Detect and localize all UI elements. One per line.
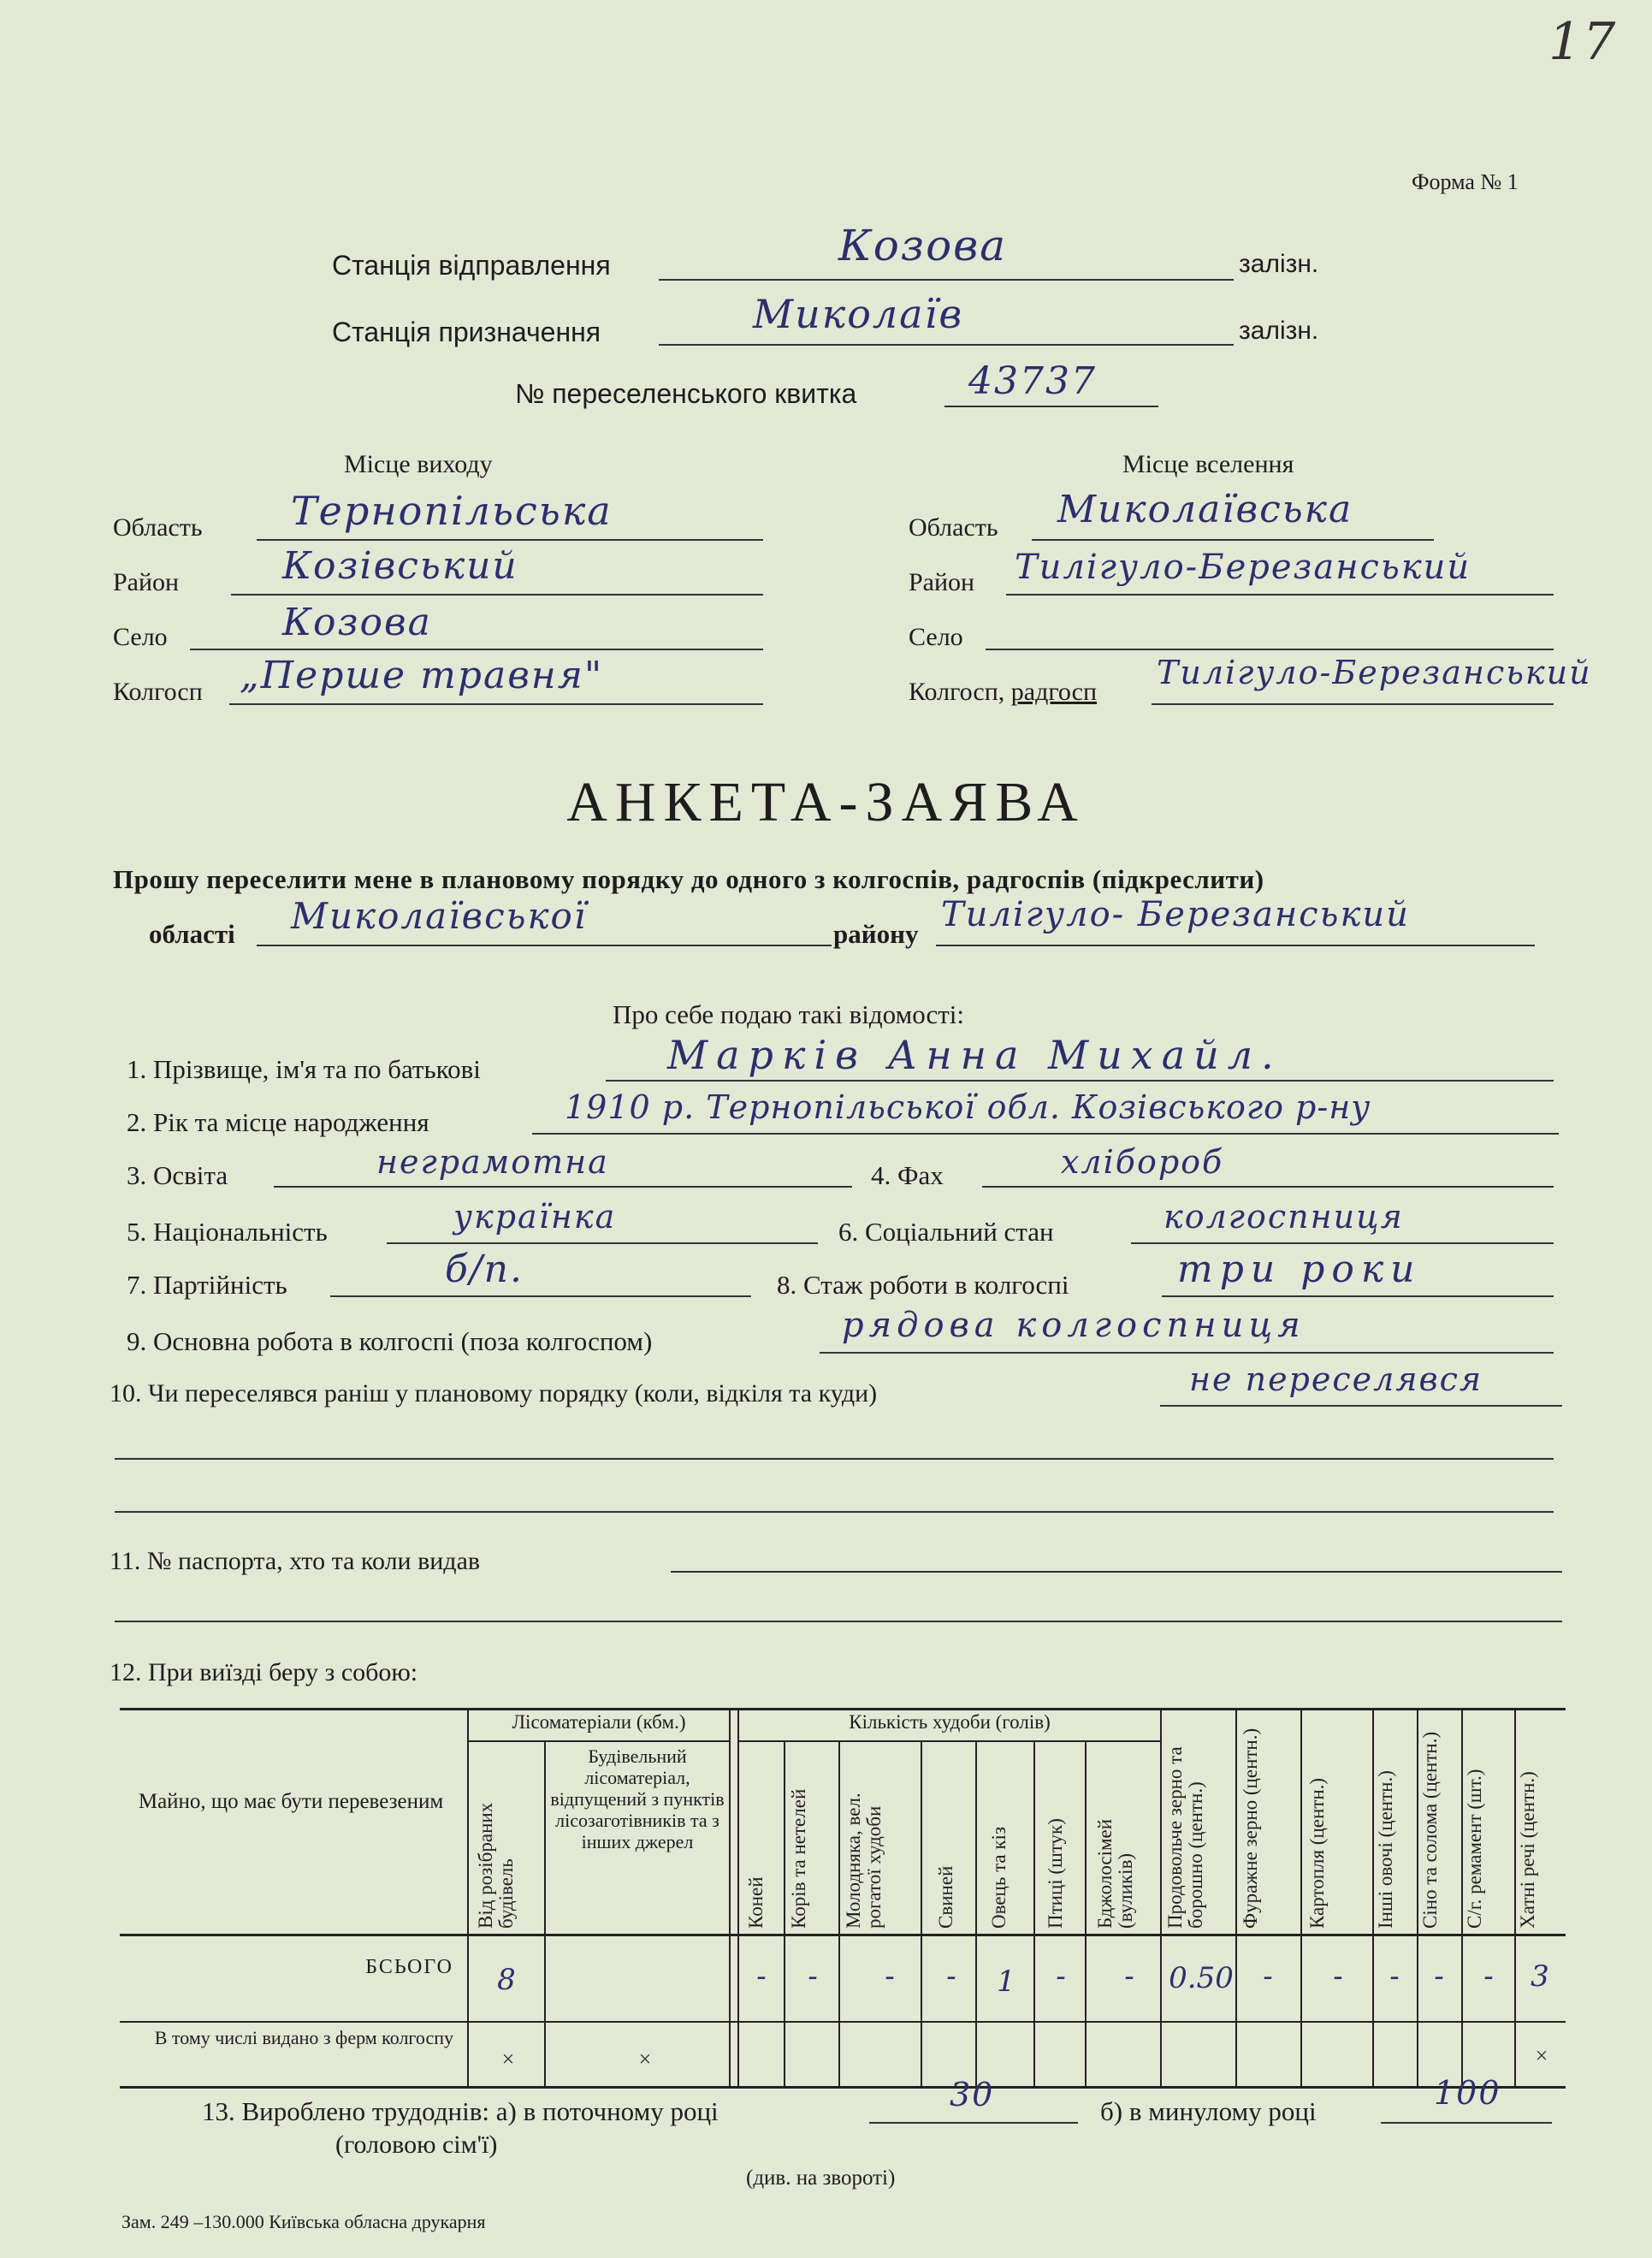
ticket-label: № переселенського квитка [515,378,857,409]
col-header-bees: Бджолосімей (вуликів) [1094,1818,1136,1929]
field-10-value: не переселявся [1189,1360,1483,1398]
departure-suffix: залізн. [1239,250,1319,278]
col-rule [1160,1708,1162,2086]
field-10-extra-line-1 [115,1458,1554,1460]
total-cell: - [1389,1959,1400,1994]
col-header-grain: Продовольче зерно та борошно (центн.) [1164,1746,1206,1929]
field-3-line [274,1186,852,1188]
field-13-sub: (головою сім'ї) [335,2131,498,2159]
total-cell: - [1483,1959,1494,1994]
origin-raion-line [231,594,763,596]
group-header-lumber: Лісоматеріали (кбм.) [512,1711,686,1733]
origin-oblast-line [257,539,763,541]
total-cell: - [1124,1959,1134,1994]
row-label-total: БСЬОГО [365,1956,453,1978]
origin-oblast-label: Область [113,513,203,542]
total-cell: - [1333,1959,1343,1994]
departure-label: Станція відправлення [332,250,611,281]
col-header-birds: Птиці (штук) [1045,1818,1066,1929]
field-5-line [387,1242,818,1244]
total-cell: - [1263,1959,1273,1994]
col-rule [737,1708,739,2086]
table-total-rule [120,2021,1566,2023]
reverse-note: (див. на звороті) [746,2166,896,2190]
destination-raion-line [1006,594,1554,596]
total-cell: 8 [497,1963,516,1997]
col-rule [921,1740,922,2086]
info-intro: Про себе подаю такі відомості: [613,999,965,1029]
destination-selo-line [986,649,1554,650]
field-4-line [982,1186,1554,1188]
total-cell: - [1434,1959,1444,1994]
destination-station-line [659,344,1234,346]
origin-kolgosp-value: „Перше травня" [240,654,604,697]
col-header-sheep: Овець та кіз [988,1826,1010,1929]
field-7-value: б/п. [445,1248,524,1291]
field-2-label: 2. Рік та місце народження [127,1107,429,1137]
request-oblast-label: області [149,919,235,949]
field-7-label: 7. Партійність [127,1270,287,1300]
lumber-group-rule [467,1740,729,1742]
ticket-line [944,406,1158,407]
field-4-value: хлібороб [1061,1143,1224,1181]
request-raion-line [936,945,1535,946]
page-number: 17 [1548,12,1618,72]
total-cell: 0.50 [1169,1961,1234,1995]
farm-cell-mark: × [501,2047,515,2071]
field-13-current-line [869,2122,1078,2124]
destination-raion-label: Район [909,568,975,596]
field-8-value: три роки [1177,1248,1422,1291]
field-12-label: 12. При виїзді беру з собою: [110,1658,418,1686]
destination-selo-label: Село [909,623,963,651]
field-9-label: 9. Основна робота в колгоспі (поза колгоспом) [127,1326,653,1356]
field-5-value: українка [453,1198,617,1236]
request-oblast-value: Миколаївської [291,895,588,937]
total-cell: - [885,1959,895,1994]
field-6-label: 6. Соціальний стан [838,1217,1054,1247]
request-oblast-line [257,945,832,946]
field-2-value: 1910 р. Тернопільської обл. Козівського р-ну [565,1088,1371,1126]
col-rule [1514,1708,1516,2086]
field-10-extra-line-2 [115,1511,1554,1513]
col-rule [1033,1740,1035,2086]
origin-heading: Місце виходу [344,450,493,478]
origin-raion-value: Козівський [282,544,518,588]
field-3-value: неграмотна [376,1143,609,1181]
col-header-horses: Коней [745,1876,767,1929]
total-cell: - [1056,1959,1066,1994]
radgosp-underlined: радгосп [1010,678,1098,706]
field-1-label: 1. Прізвище, ім'я та по батькові [127,1054,481,1084]
total-cell: - [756,1959,767,1994]
destination-raion-value: Тилігуло-Березанський [1015,548,1471,587]
origin-raion-label: Район [113,568,180,596]
departure-value: Козова [838,221,1008,270]
departure-line [659,279,1234,281]
destination-oblast-value: Миколаївська [1057,488,1353,531]
col-header-cows: Корів та нетелей [788,1788,809,1929]
field-11-line [671,1571,1562,1573]
field-4-label: 4. Фах [871,1160,944,1190]
col-header-potato: Картопля (центн.) [1306,1777,1328,1929]
col-header-tools: С/г. ремамент (шт.) [1464,1769,1485,1929]
total-cell: 3 [1531,1959,1549,1994]
table-bottom-rule [120,2086,1566,2089]
col-rule [729,1708,731,2086]
field-6-line [1131,1242,1554,1244]
total-cell: 1 [997,1965,1015,1999]
destination-oblast-line [1032,539,1434,541]
origin-selo-line [190,649,763,650]
field-9-line [820,1352,1554,1354]
field-1-line [606,1080,1554,1082]
field-8-line [1162,1295,1554,1297]
field-13-current: 30 [950,2076,995,2113]
field-13-previous-line [1381,2122,1552,2124]
ticket-value: 43737 [968,359,1097,403]
col-rule [1235,1708,1237,2086]
field-5-label: 5. Національність [127,1217,328,1247]
destination-station-value: Миколаїв [753,291,964,337]
origin-selo-label: Село [113,623,168,651]
col-header-hay: Сіно та солома (центн.) [1419,1731,1441,1929]
col-rule [467,1708,469,2086]
col-rule [544,1740,546,2086]
form-label: Форма № 1 [1412,169,1519,194]
field-10-line [1160,1405,1562,1407]
farm-cell-mark: × [1535,2043,1548,2068]
field-13-label: 13. Вироблено трудоднів: а) в поточному році [202,2096,719,2126]
request-raion-value: Тилігуло- Березанський [941,895,1410,934]
table-header-rule [120,1934,1566,1936]
col-rule [1085,1740,1087,2086]
col-header-pigs: Свиней [935,1865,956,1929]
destination-kolgosp-value: Тилігуло-Березанський [1157,654,1592,691]
field-8-label: 8. Стаж роботи в колгоспі [777,1270,1069,1300]
request-raion-label: району [833,919,919,949]
col-header-building: Будівельний лісоматеріал, відпущений з пунктів лісозаготівників та з інших джерел [550,1745,725,1852]
destination-kolgosp-label [909,678,1097,707]
livestock-group-rule [737,1740,1160,1742]
col-header-dismantled: Від розібраних будівель [475,1802,517,1929]
kolgosp-word: Колгосп, [909,678,1011,706]
destination-heading: Місце вселення [1122,450,1294,478]
field-13-label-b: б) в минулому році [1100,2096,1317,2126]
col-header-young: Молодняка, вел. рогатої худоби [843,1793,885,1929]
origin-selo-value: Козова [282,601,432,644]
printer-note: Зам. 249 –130.000 Київська обласна друкарня [121,2211,486,2232]
total-cell: - [808,1959,818,1994]
origin-kolgosp-label: Колгосп [113,678,203,706]
field-11-extra-line [115,1621,1562,1622]
field-6-value: колгоспниця [1164,1198,1404,1236]
field-1-value: Марків Анна Михайл. [667,1032,1282,1078]
field-2-line [532,1133,1559,1135]
field-13-previous: 100 [1434,2074,1501,2112]
origin-oblast-value: Тернопільська [291,488,613,534]
group-header-livestock: Кількість худоби (голів) [849,1711,1051,1733]
destination-station-suffix: залізн. [1239,317,1319,345]
col-rule [1300,1708,1302,2086]
col-rule [1461,1708,1463,2086]
request-line: Прошу переселити мене в плановому порядку до одного з колгоспів, радгоспів (підкреслити) [113,864,1264,894]
row-label-farm: В тому числі видано з ферм колгоспу [154,2027,453,2048]
table-top-rule [120,1708,1566,1710]
col-header-household: Хатні речі (центн.) [1517,1771,1538,1929]
destination-oblast-label: Область [909,513,998,542]
destination-station-label: Станція призначення [332,317,601,347]
col-header-vegetables: Інші овочі (центн.) [1375,1770,1396,1929]
origin-kolgosp-line [229,703,763,705]
field-7-line [330,1295,751,1297]
total-cell: - [946,1959,956,1994]
col-header-fodder: Фуражне зерно (центн.) [1240,1728,1261,1929]
col-rule [838,1740,840,2086]
field-9-value: рядова колгоспниця [842,1306,1306,1345]
col-rule [1372,1708,1374,2086]
document-title: АНКЕТА-ЗАЯВА [566,771,1086,833]
col-rule [1417,1708,1418,2086]
field-3-label: 3. Освіта [127,1160,228,1190]
field-10-label: 10. Чи переселявся раніш у плановому порядку (коли, відкіля та куди) [110,1379,878,1408]
farm-cell-mark: × [638,2047,652,2071]
col-rule [784,1740,785,2086]
destination-kolgosp-line [1152,703,1554,705]
col-header-main: Майно, що має бути перевезеним [138,1790,444,1813]
field-11-label: 11. № паспорта, хто та коли видав [110,1547,481,1575]
col-rule [975,1740,977,2086]
